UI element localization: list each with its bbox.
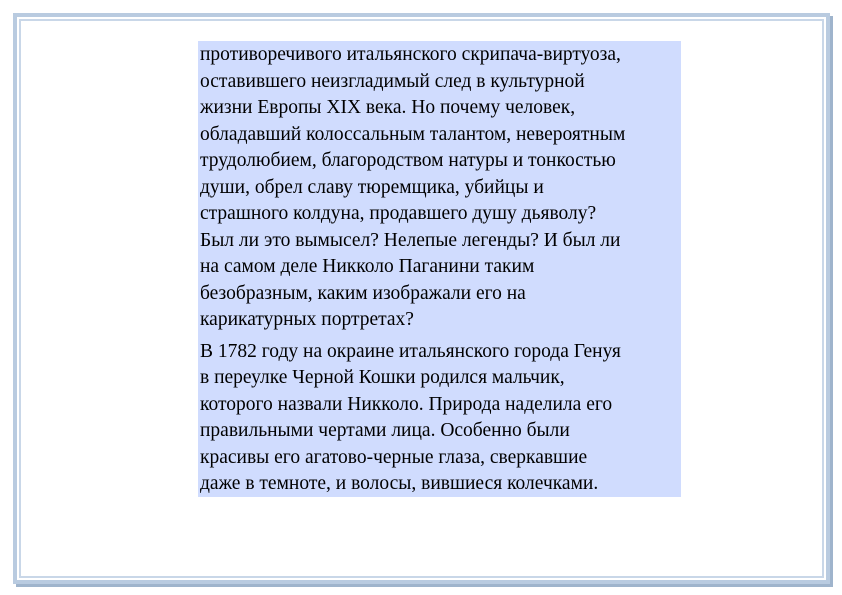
text-line: оставившего неизгладимый след в культурной bbox=[200, 70, 585, 92]
text-line: обладавший колоссальным талантом, невероятным bbox=[200, 123, 626, 145]
paragraph-1 bbox=[200, 42, 681, 334]
text-line: которого назвали Никколо. Природа наделила его bbox=[200, 393, 613, 415]
text-line: страшного колдуна, продавшего душу дьяволу? bbox=[200, 203, 597, 224]
text-line: трудолюбием, благородством натуры и тонкостью bbox=[200, 150, 616, 171]
text-line: жизни Европы XIX века. Но почему человек, bbox=[200, 97, 576, 118]
text-line: Был ли это вымысел? Нелепые легенды? И был ли bbox=[200, 229, 621, 251]
text-line: души, обрел славу тюремщика, убийцы и bbox=[200, 176, 544, 198]
text-line: красивы его агатово-черные глаза, сверкавшие bbox=[200, 446, 588, 468]
text-line: карикатурных портретах? bbox=[200, 309, 414, 330]
text-line: правильными чертами лица. Особенно были bbox=[200, 420, 570, 441]
text-line: в переулке Черной Кошки родился мальчик, bbox=[200, 367, 565, 388]
text-line: противоречивого итальянского скрипача-виртуоза, bbox=[200, 44, 621, 65]
paragraph-2 bbox=[200, 339, 681, 498]
text-line: В 1782 году на окраине итальянского города Генуя bbox=[200, 340, 621, 362]
text-line: на самом деле Никколо Паганини таким bbox=[200, 256, 535, 277]
text-line: безобразным, каким изображали его на bbox=[200, 282, 526, 304]
text-line: даже в темноте, и волосы, вившиеся колечками. bbox=[200, 473, 599, 494]
text-box[interactable] bbox=[198, 41, 681, 497]
